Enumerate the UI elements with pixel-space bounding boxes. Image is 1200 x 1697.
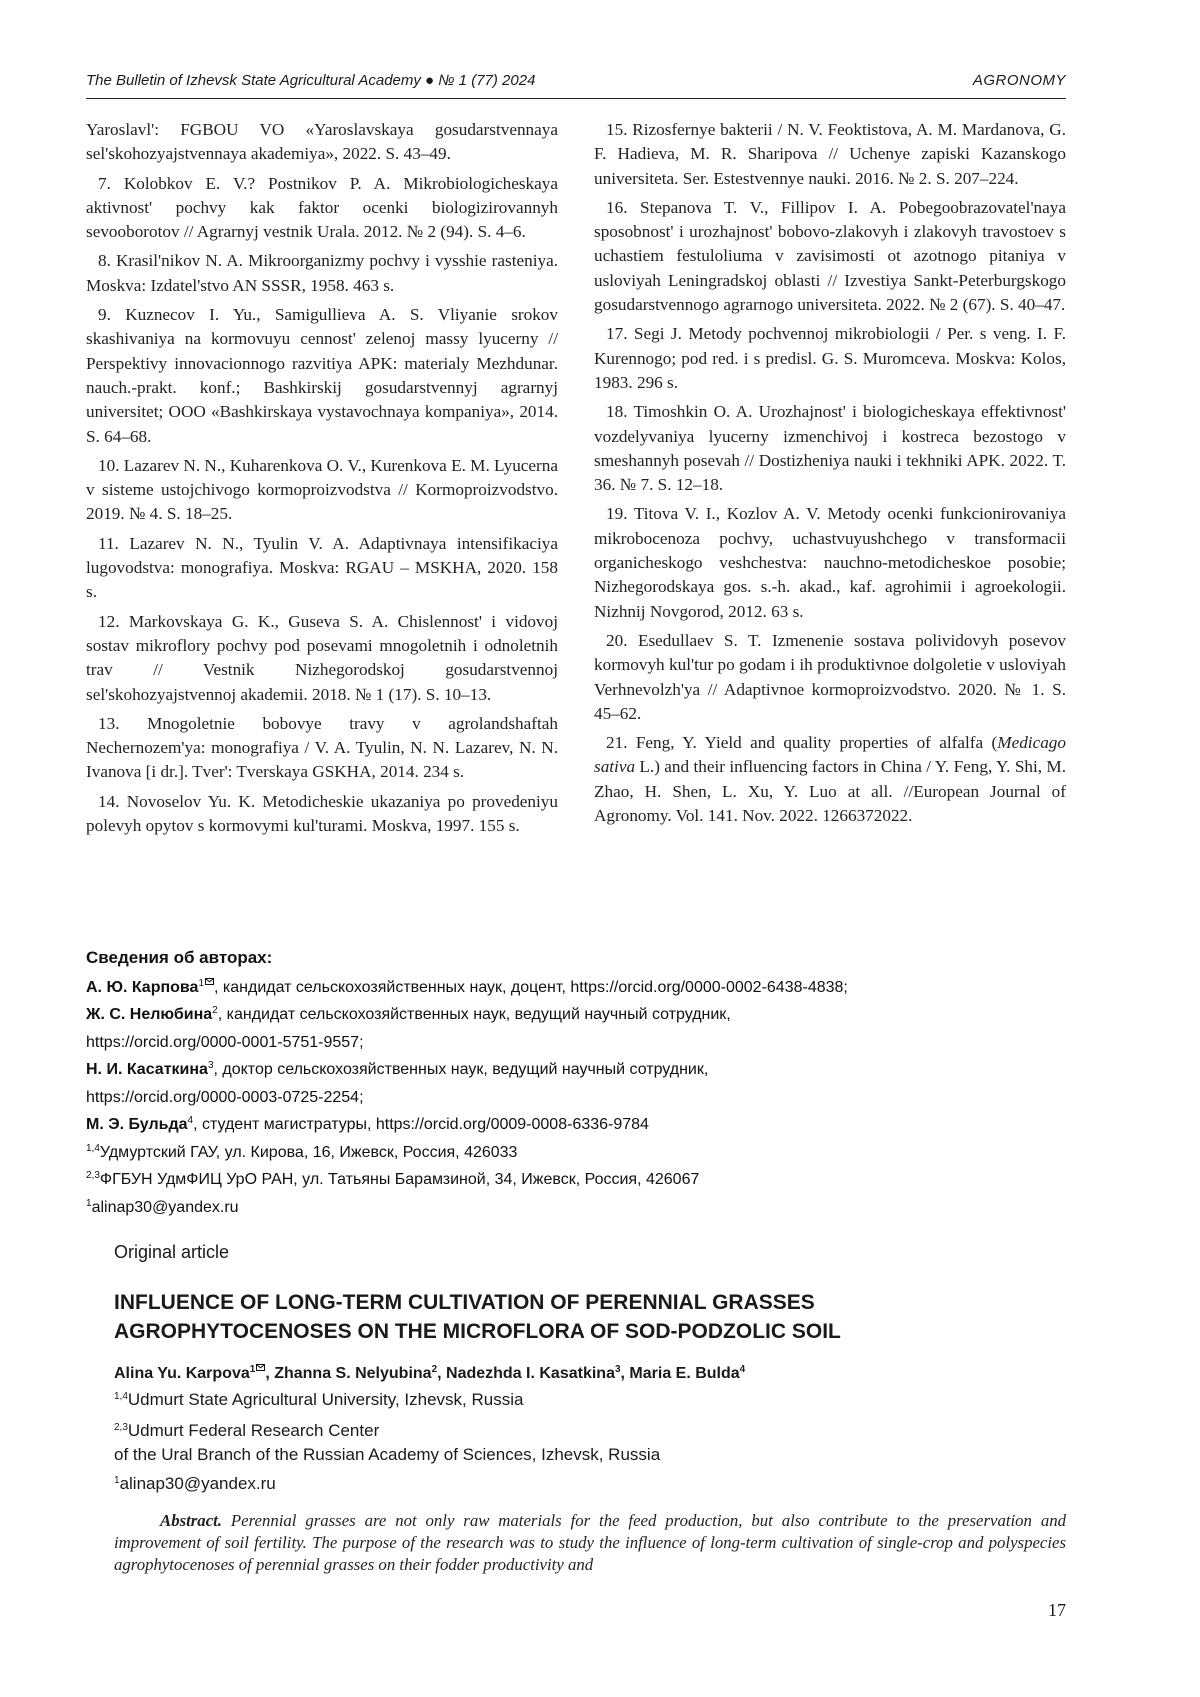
reference-item: 7. Kolobkov E. V.? Postnikov P. A. Mikrobiologicheskaya aktivnost' pochvy kak faktor ocenki biologizirovannyh sevooborotov // Agrarnyj vestnik Urala. 2012. № 2 (94). S. 4–6. [86,173,558,242]
author-orcid: https://orcid.org/0000-0003-0725-2254; [86,1088,364,1106]
reference-item: 20. Esedullaev S. T. Izmenenie sostava polividovyh posevov kormovyh kul'tur po godam i ih produktivnoe dolgoletie v usloviyah Verhnevolzh'ya // Adaptivnoe kormoproizvodstvo. 2020. № 1. S. 45–62. [594,630,1066,723]
author-entry: М. Э. Бульда$^4$, студент магистратуры, https://orcid.org/0009-0008-6336-9784 [86,1115,649,1133]
envelope-icon [256,1364,265,1371]
author-byline: Alina Yu. Karpova$^1$ , Zhanna S. Nelyubina$^2$, Nadezhda I. Kasatkina$^3$, Maria E. Bulda$^4$ [114,1364,746,1382]
reference-item: 15. Rizosfernye bakterii / N. V. Feoktistova, A. M. Mardanova, G. F. Hadieva, M. R. Sharipova // Uchenye zapiski Kazanskogo universiteta. Ser. Estestvennye nauki. 2016. № 2. S. 207–224. [594,120,1066,188]
reference-item: 13. Mnogoletnie bobovye travy v agrolandshaftah Nechernozem'ya: monografiya / V. A. Tyulin, N. N. Lazarev, N. N. Ivanova [i dr.]. Tver': Tverskaya GSKHA, 2014. 234 s. [86,713,558,782]
article-type: Original article [114,1242,230,1262]
reference-item: 16. Stepanova T. V., Fillipov I. A. Pobegoobrazovatel'naya sposobnost' i urozhajnost' bobovo-zlakovyh i zlakovyh travostoev s uchastiem festuloliuma v zavisimosti ot azotnogo pitaniya v usloviyah Leningradskoj oblasti // Izvestiya Sankt-Peterburgskogo gosudarstvennogo agrarnogo universiteta. 2022. № 2 (67). S. 40–47. [594,197,1066,315]
organization: $^{2,3}$ФГБУН УдмФИЦ УрО РАН, ул. Татьяны Барамзиной, 34, Ижевск, Россия, 426067 [86,1170,700,1188]
abstract-label: Abstract. [160,1511,223,1530]
reference-item-21: 21. Feng, Y. Yield and quality properties of alfalfa (Medicago sativa L.) and their influencing factors in China / Y. Feng, Y. Shi, M. Zhao, H. Shen, L. Xu, Y. Luo at all. //European Journal of Agronomy. Vol. 141. Nov. 2022. 1266372022. [594,733,1066,826]
reference-item: 12. Markovskaya G. K., Guseva S. A. Chislennost' i vidovoj sostav mikroflory pochvy pod posevami mnogoletnih i odnoletnih trav // Vestnik Nizhegorodskoj gosudarstvennoj sel'skohozyajstvennoj akademii. 2018. № 1 (17). S. 10–13. [86,611,558,704]
authors-info-heading: Сведения об авторах: [86,948,273,967]
author-orcid: https://orcid.org/0000-0001-5751-9557; [86,1033,364,1051]
authors-information [86,944,1076,1221]
author-entry: А. Ю. Карпова$^1$ , кандидат сельскохозяйственных наук, доцент, https://orcid.org/0000-0002-6438-4838; [86,977,848,996]
references-right-column [594,118,1066,833]
running-header [86,72,1066,99]
author-entry: Н. И. Касаткина$^3$, доктор сельскохозяйственных наук, ведущий научный сотрудник, [86,1060,709,1078]
reference-item: 19. Titova V. I., Kozlov A. V. Metody ocenki funkcionirovaniya mikrobocenoza pochvy, uchastvuyushchego v transformacii organicheskogo veshchestva: nauchno-metodicheskoe posobie; Nizhegorodskaya gos. s.-h. akad., kaf. agrohimii i agroekologii. Nizhnij Novgorod, 2012. 63 s. [594,504,1066,621]
section-name: AGRONOMY [972,72,1066,89]
organization: $^{1,4}$Удмуртский ГАУ, ул. Кирова, 16, Ижевск, Россия, 426033 [86,1142,518,1161]
author-entry: Ж. С. Нелюбина$^2$, кандидат сельскохозяйственных наук, ведущий научный сотрудник, [86,1005,731,1023]
page-number: 17 [1048,1600,1066,1620]
references-left-column [86,118,558,843]
reference-item: 14. Novoselov Yu. K. Metodicheskie ukazaniya po provedeniyu polevyh opytov s kormovymi kul'turami. Moskva, 1997. 155 s. [86,791,558,836]
journal-name: The Bulletin of Izhevsk State Agricultural Academy ● № 1 (77) 2024 [86,72,536,89]
species-name: Medicago sativa [594,733,1066,777]
contact-email: $^1$alinap30@yandex.ru [86,1197,239,1216]
reference-item: 17. Segi J. Metody pochvennoj mikrobiologii / Per. s veng. I. F. Kurennogo; pod red. i s predisl. G. S. Muromceva. Moskva: Kolos, 1983. 296 s. [594,324,1066,392]
contact-email: $^1$alinap30@yandex.ru [114,1474,276,1493]
envelope-icon [205,978,214,985]
reference-item: 8. Krasil'nikov N. A. Mikroorganizmy pochvy i vysshie rasteniya. Moskva: Izdatel'stvo AN SSSR, 1958. 463 s. [86,251,558,295]
affiliation: $^{1,4}$Udmurt State Agricultural University, Izhevsk, Russia [114,1390,524,1409]
reference-item: 10. Lazarev N. N., Kuharenkova O. V., Kurenkova E. M. Lyucerna v sisteme ustojchivogo kormoproizvodstva // Kormoproizvodstvo. 2019. № 4. S. 18–25. [86,455,558,524]
reference-item: 9. Kuznecov I. Yu., Samigullieva A. S. Vliyanie srokov skashivaniya na kormovuyu cennost' zelenoj massy lyucerny // Perspektivy innovacionnogo razvitiya APK: materialy Mezhdunar. nauch.-prakt. konf.; Bashkirskij gosudarstvennyj agrarnyj universitet; OOO «Bashkirskaya vystavochnaya kompaniya», 2014. S. 64–68. [86,305,558,446]
reference-item: Yaroslavl': FGBOU VO «Yaroslavskaya gosudarstvennaya sel'skohozyajstvennaya akademiya», 2022. S. 43–49. [86,120,558,164]
reference-item: 11. Lazarev N. N., Tyulin V. A. Adaptivnaya intensifikaciya lugovodstva: monografiya. Moskva: RGAU – MSKHA, 2020. 158 s. [86,533,558,602]
abstract: Abstract. Perennial grasses are not only raw materials for the feed production, but also contribute to the preservation and improvement of soil fertility. The purpose of the research was to study the influence of long-term cultivation of single-crop and polyspecies agrophytocenoses of perennial grasses on their fodder productivity and [114,1511,1066,1574]
article-title: INFLUENCE OF LONG-TERM CULTIVATION OF PERENNIAL GRASSES AGROPHYTOCENOSES ON THE MICROFLORA OF SOD-PODZOLIC SOIL [114,1291,841,1343]
reference-item: 18. Timoshkin O. A. Urozhajnost' i biologicheskaya effektivnost' vozdelyvaniya lyucerny izmenchivoj i kostreca bezostogo v smeshannyh posevah // Dostizheniya nauki i tekhniki APK. 2022. T. 36. № 7. S. 12–18. [594,402,1066,495]
affiliation: $^{2,3}$Udmurt Federal Research Center of the Ural Branch of the Russian Academy of Sciences, Izhevsk, Russia [114,1421,661,1464]
